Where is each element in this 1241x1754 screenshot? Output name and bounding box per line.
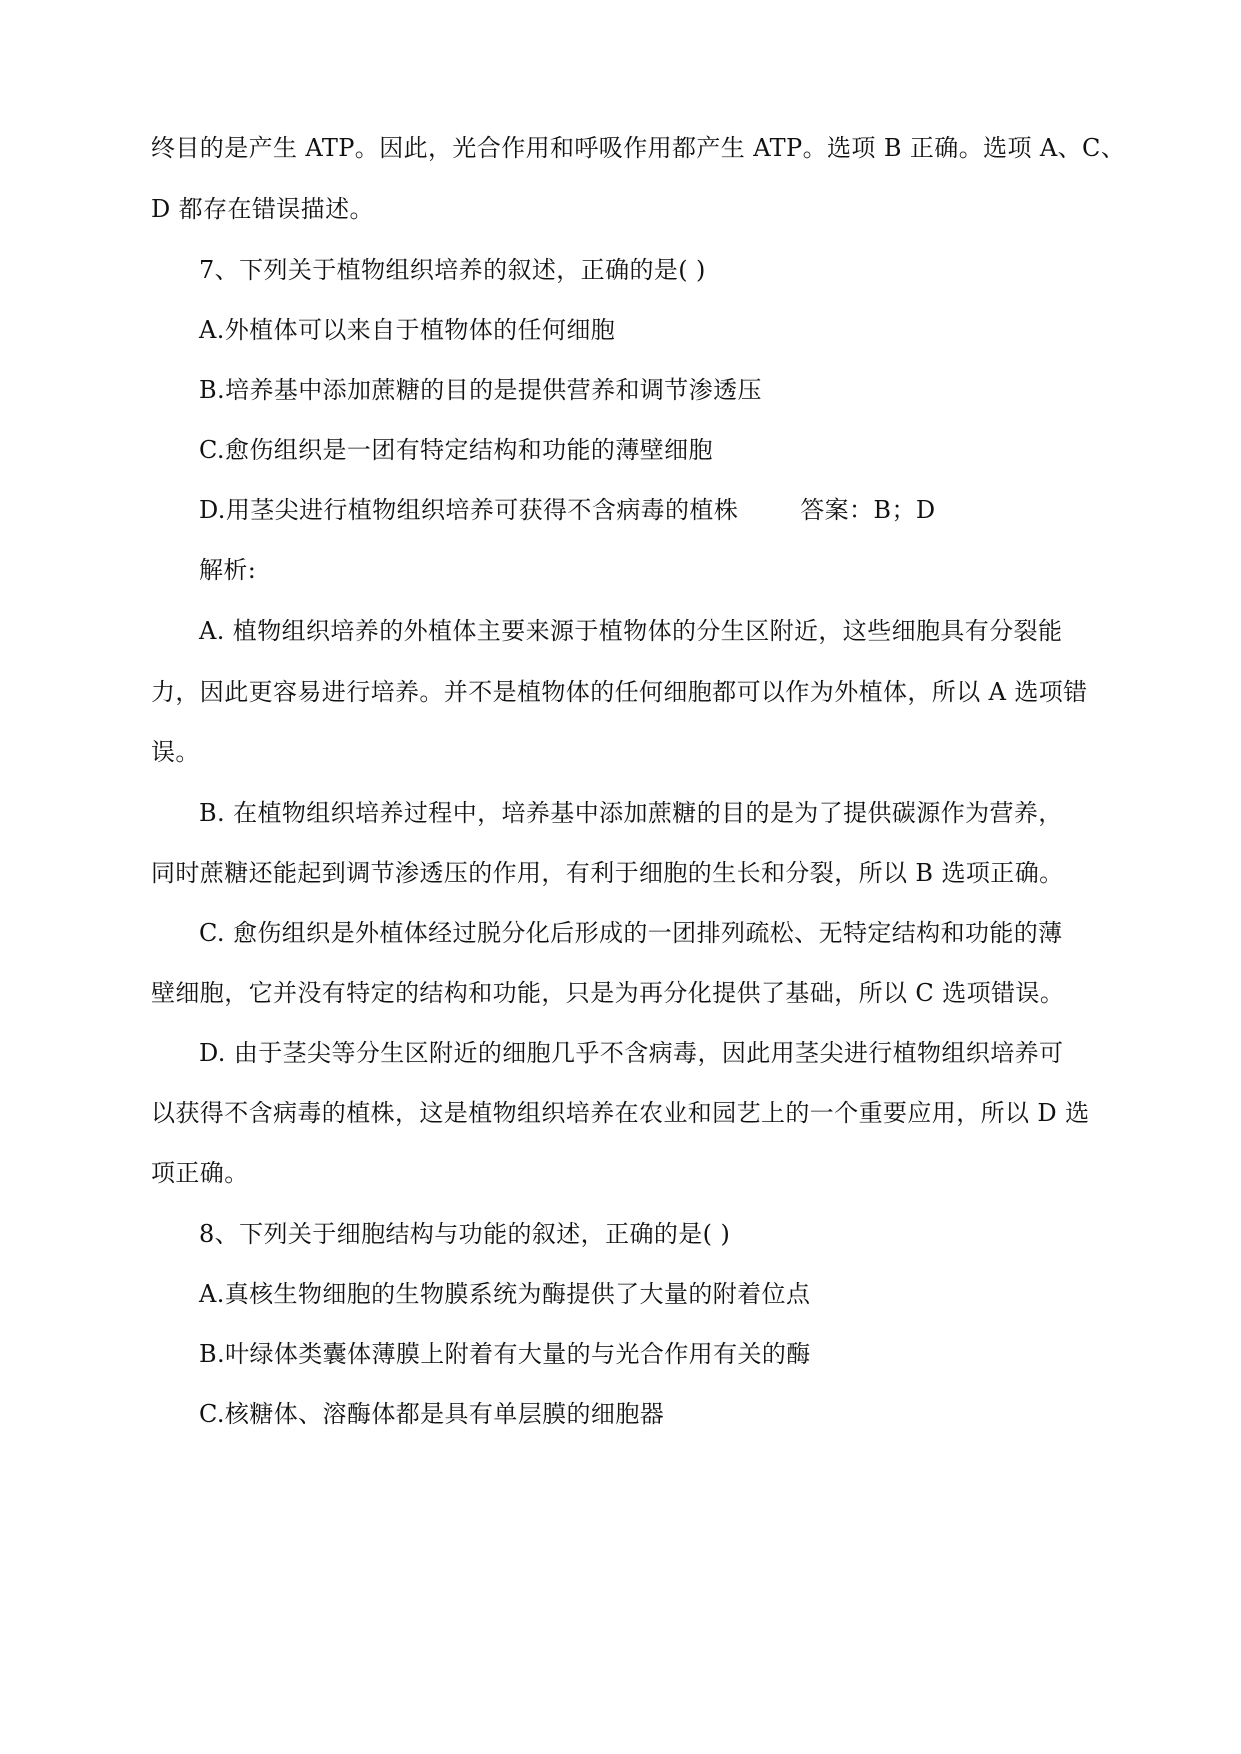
question-7-option-d: D.用茎尖进行植物组织培养可获得不含病毒的植株	[199, 496, 739, 524]
question-7-option-d-row	[199, 494, 1159, 526]
analysis-d-line-1: D. 由于茎尖等分生区附近的细胞几乎不含病毒，因此用茎尖进行植物组织培养可	[199, 1039, 1064, 1067]
analysis-d-line-2: 以获得不含病毒的植株，这是植物组织培养在农业和园艺上的一个重要应用，所以 D 选	[151, 1099, 1090, 1127]
question-7-stem: 7、下列关于植物组织培养的叙述，正确的是( )	[199, 256, 706, 284]
analysis-c-line-2: 壁细胞，它并没有特定的结构和功能，只是为再分化提供了基础，所以 C 选项错误。	[151, 979, 1065, 1007]
analysis-b-line-1: B. 在植物组织培养过程中，培养基中添加蔗糖的目的是为了提供碳源作为营养，	[199, 799, 1063, 827]
analysis-d-line-3: 项正确。	[151, 1159, 249, 1187]
question-8-option-c: C.核糖体、溶酶体都是具有单层膜的细胞器	[199, 1400, 665, 1428]
paragraph-line: D 都存在错误描述。	[151, 195, 374, 223]
analysis-a-line-1: A. 植物组织培养的外植体主要来源于植物体的分生区附近，这些细胞具有分裂能	[199, 617, 1063, 645]
analysis-c-line-1: C. 愈伤组织是外植体经过脱分化后形成的一团排列疏松、无特定结构和功能的薄	[199, 919, 1063, 947]
analysis-a-line-2: 力，因此更容易进行培养。并不是植物体的任何细胞都可以作为外植体，所以 A 选项错	[151, 678, 1088, 706]
question-7-option-c: C.愈伤组织是一团有特定结构和功能的薄壁细胞	[199, 436, 713, 464]
paragraph-line: 终目的是产生 ATP。因此，光合作用和呼吸作用都产生 ATP。选项 B 正确。选项 A、C、	[151, 134, 1126, 162]
question-7-answer: 答案：B；D	[800, 496, 936, 524]
question-8-option-b: B.叶绿体类囊体薄膜上附着有大量的与光合作用有关的酶	[199, 1340, 811, 1368]
question-7-option-a: A.外植体可以来自于植物体的任何细胞	[199, 316, 616, 344]
question-8-option-a: A.真核生物细胞的生物膜系统为酶提供了大量的附着位点	[199, 1280, 811, 1308]
analysis-heading: 解析:	[199, 556, 257, 584]
question-8-stem: 8、下列关于细胞结构与功能的叙述，正确的是( )	[199, 1220, 731, 1248]
analysis-b-line-2: 同时蔗糖还能起到调节渗透压的作用，有利于细胞的生长和分裂，所以 B 选项正确。	[151, 859, 1064, 887]
analysis-a-line-3: 误。	[151, 738, 200, 766]
question-7-option-b: B.培养基中添加蔗糖的目的是提供营养和调节渗透压	[199, 376, 762, 404]
